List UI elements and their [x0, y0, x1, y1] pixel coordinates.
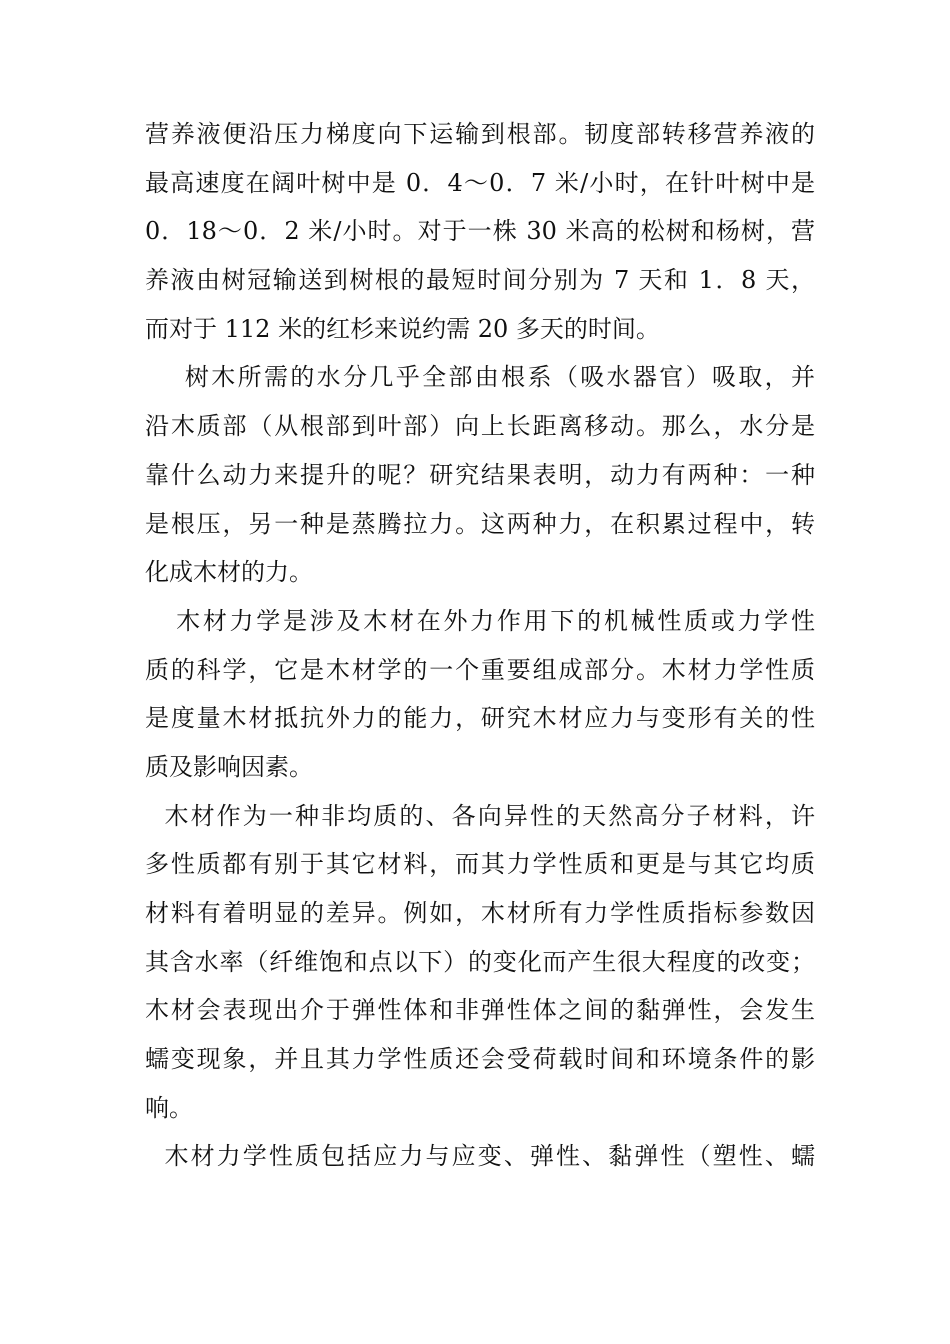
- text-line: 质及影响因素。: [145, 752, 313, 781]
- text-line: 0．18～0．2 米/小时。对于一株 30 米高的松树和杨树，营: [145, 217, 815, 246]
- text-line: 木材力学性质包括应力与应变、弹性、黏弹性（塑性、蠕: [145, 1142, 815, 1171]
- text-line: 响。: [145, 1093, 193, 1122]
- text-line: 多性质都有别于其它材料，而其力学性质和更是与其它均质: [145, 850, 815, 879]
- text-line: 是根压，另一种是蒸腾拉力。这两种力，在积累过程中，转: [145, 509, 815, 538]
- text-line: 是度量木材抵抗外力的能力，研究木材应力与变形有关的性: [145, 704, 815, 733]
- text-line: 而对于 112 米的红杉来说约需 20 多天的时间。: [145, 314, 660, 343]
- text-line: 化成木材的力。: [145, 558, 313, 587]
- text-line: 沿木质部（从根部到叶部）向上长距离移动。那么，水分是: [145, 412, 815, 441]
- text-line: 养液由树冠输送到树根的最短时间分别为 7 天和 1．8 天，: [145, 266, 815, 295]
- paragraph-2: [145, 353, 815, 596]
- text-line: 其含水率（纤维饱和点以下）的变化而产生很大程度的改变；: [145, 947, 815, 976]
- paragraph-1: [145, 110, 815, 353]
- text-line: 营养液便沿压力梯度向下运输到根部。韧度部转移营养液的: [145, 120, 815, 148]
- paragraph-4: [145, 792, 815, 1133]
- text-line: 木材作为一种非均质的、各向异性的天然高分子材料，许: [145, 801, 815, 830]
- text-line: 木材力学是涉及木材在外力作用下的机械性质或力学性: [145, 606, 815, 635]
- text-line: 材料有着明显的差异。例如，木材所有力学性质指标参数因: [145, 899, 815, 927]
- text-line: 蠕变现象，并且其力学性质还会受荷载时间和环境条件的影: [145, 1045, 815, 1074]
- text-line: 木材会表现出介于弹性体和非弹性体之间的黏弹性，会发生: [145, 996, 815, 1025]
- document-body: [145, 110, 815, 1181]
- paragraph-5: [145, 1132, 815, 1181]
- text-line: 质的科学，它是木材学的一个重要组成部分。木材力学性质: [145, 655, 815, 684]
- text-line: 最高速度在阔叶树中是 0．4～0．7 米/小时，在针叶树中是: [145, 168, 815, 197]
- paragraph-3: [145, 597, 815, 792]
- text-line: 靠什么动力来提升的呢？研究结果表明，动力有两种：一种: [145, 460, 815, 489]
- text-line: 树木所需的水分几乎全部由根系（吸水器官）吸取，并: [145, 363, 815, 392]
